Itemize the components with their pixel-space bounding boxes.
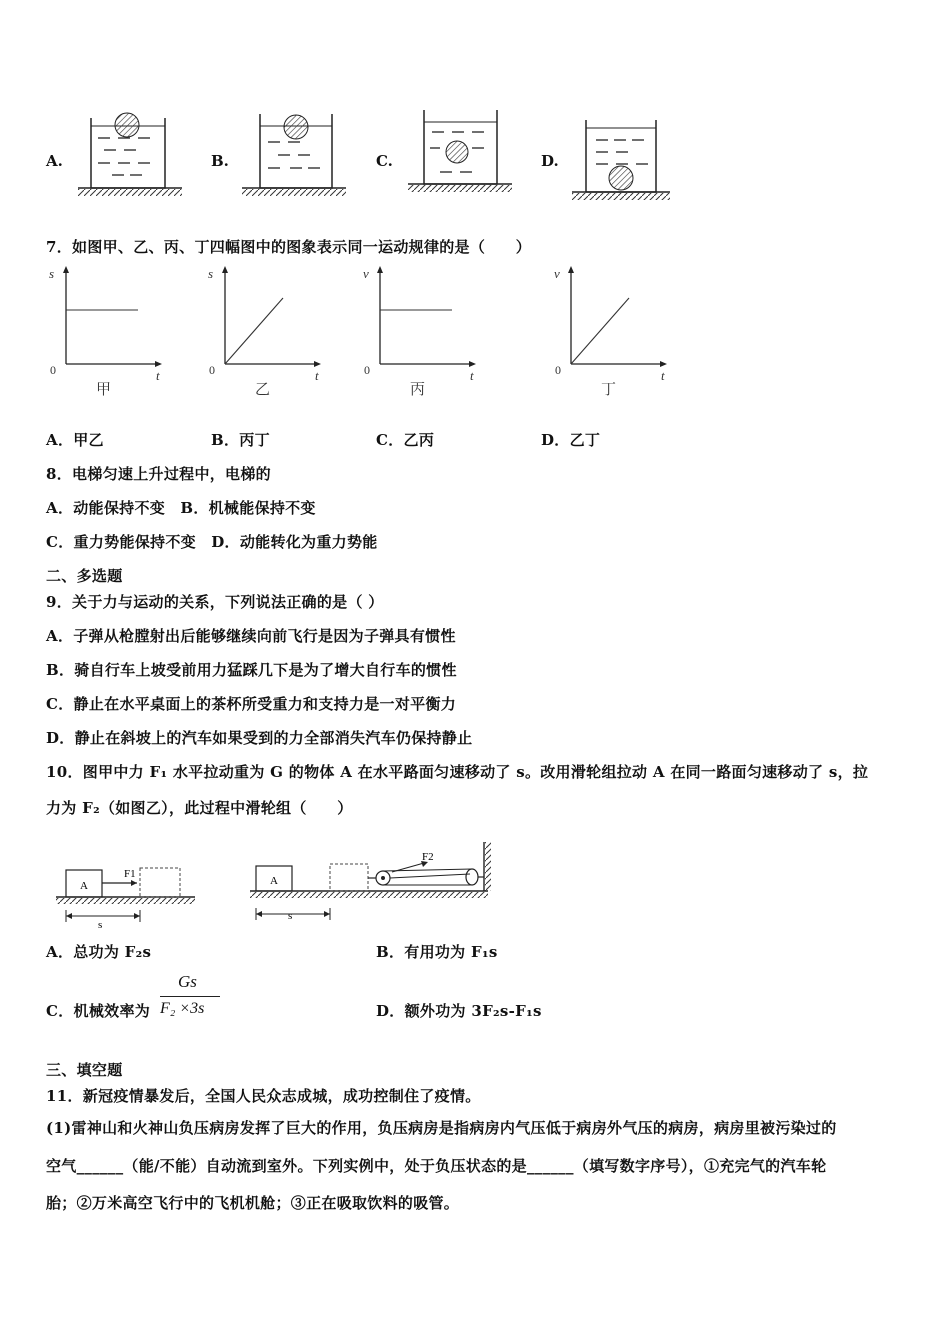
q10-block-a-dashed-1 <box>140 868 180 897</box>
q7-graph-3-caption: 丙 <box>410 382 426 398</box>
q7-option-a: A．甲乙 <box>46 431 104 449</box>
q6-option-c-label: C. <box>376 152 393 170</box>
q9-option-b: B．骑自行车上坡受前用力猛踩几下是为了增大自行车的惯性 <box>46 661 457 679</box>
q10-block-a-dashed-2 <box>330 864 368 891</box>
q6-beaker-d <box>572 120 670 200</box>
section-2-heading: 二、多选题 <box>46 567 123 585</box>
q6-option-a-label: A. <box>46 152 63 170</box>
q7-graph-3-origin: 0 <box>364 363 370 377</box>
q7-graph-1-caption: 甲 <box>96 382 112 398</box>
q6-figures <box>0 100 950 210</box>
q7-option-b: B．丙丁 <box>211 431 270 449</box>
q7-graph-4 <box>554 266 667 398</box>
q6-beaker-a <box>78 113 182 196</box>
q8-stem: 8．电梯匀速上升过程中，电梯的 <box>46 465 271 483</box>
q10-figure-jia <box>56 868 195 931</box>
q10-block-a-label-1: A <box>80 880 88 892</box>
q7-graph-4-caption: 丁 <box>601 382 617 398</box>
q7-graph-svg <box>0 262 950 402</box>
q10-option-d: D．额外功为 3F₂s-F₁s <box>376 1002 542 1020</box>
q7-graphs <box>0 262 950 402</box>
q10-f1-label: F1 <box>124 868 136 880</box>
q10-option-a: A．总功为 F₂s <box>46 943 152 961</box>
q10-s-label-2: s <box>288 910 293 922</box>
q7-graph-4-ylabel: v <box>554 266 560 281</box>
q10-option-b: B．有用功为 F₁s <box>376 943 498 961</box>
q11-para-line2: 空气______（能/不能）自动流到室外。下列实例中，处于负压状态的是______（填写数字序号），①充完气的汽车轮 <box>46 1157 827 1175</box>
q7-graph-4-xlabel: t <box>661 368 665 383</box>
q6-beaker-c <box>408 110 512 192</box>
q10-s-label-1: s <box>98 919 103 931</box>
q7-graph-4-origin: 0 <box>555 363 561 377</box>
q9-option-a: A．子弹从枪膛射出后能够继续向前飞行是因为子弹具有惯性 <box>46 627 456 645</box>
q9-stem: 9．关于力与运动的关系，下列说法正确的是（ ） <box>46 593 384 611</box>
q7-graph-2 <box>208 266 321 398</box>
q9-option-c: C．静止在水平桌面上的茶杯所受重力和支持力是一对平衡力 <box>46 695 457 713</box>
q7-stem: 7．如图甲、乙、丙、丁四幅图中的图象表示同一运动规律的是（ ） <box>46 238 532 256</box>
q7-graph-2-ylabel: s <box>208 266 214 281</box>
q10-fraction-bar <box>160 996 220 997</box>
q7-graph-2-origin: 0 <box>209 363 215 377</box>
q10-fraction-denominator: F₂ ×3s <box>160 1000 205 1017</box>
q7-graph-2-line <box>225 298 283 364</box>
q11-para-line1: (1)雷神山和火神山负压病房发挥了巨大的作用，负压病房是指病房内气压低于病房外气压的病房，病房里被污染过的 <box>46 1119 837 1137</box>
q7-graph-1-xlabel: t <box>156 368 160 383</box>
q10-block-a-label-2: A <box>270 875 278 887</box>
q8-options-row2: C．重力势能保持不变 D．动能转化为重力势能 <box>46 533 378 551</box>
q10-stem-line2: 力为 F₂（如图乙），此过程中滑轮组（ ） <box>46 799 353 817</box>
q7-graph-1-ylabel: s <box>49 266 55 281</box>
q9-option-d: D．静止在斜坡上的汽车如果受到的力全部消失汽车仍保持静止 <box>46 729 473 747</box>
q10-pulley-fixed <box>466 869 478 885</box>
q6-option-b-label: B. <box>211 152 229 170</box>
q7-graph-3-xlabel: t <box>470 368 474 383</box>
q10-f2-label: F2 <box>422 851 434 863</box>
q7-option-c: C．乙丙 <box>376 431 435 449</box>
q6-beaker-diagrams <box>0 100 950 210</box>
q10-fraction-numerator: Gs <box>178 972 197 991</box>
q8-options-row1: A．动能保持不变 B．机械能保持不变 <box>46 499 316 517</box>
q7-graph-3 <box>363 266 476 398</box>
q11-para-line3: 胎；②万米高空飞行中的飞机机舱；③正在吸取饮料的吸管。 <box>46 1194 460 1212</box>
q10-option-c-fraction <box>160 972 220 1022</box>
q10-figure-yi <box>250 842 491 922</box>
q6-beaker-b <box>242 114 346 196</box>
q7-graph-2-xlabel: t <box>315 368 319 383</box>
q11-stem: 11．新冠疫情暴发后，全国人民众志成城，成功控制住了疫情。 <box>46 1087 481 1105</box>
q10-stem-line1: 10．图甲中力 F₁ 水平拉动重为 G 的物体 A 在水平路面匀速移动了 s。改用滑轮组拉动 A 在同一路面匀速移动了 s，拉 <box>46 763 869 781</box>
q7-graph-3-ylabel: v <box>363 266 369 281</box>
q10-option-c: C．机械效率为 <box>46 1002 151 1020</box>
q7-graph-1-origin: 0 <box>50 363 56 377</box>
q7-graph-2-caption: 乙 <box>255 382 271 398</box>
q7-graph-4-line <box>571 298 629 364</box>
q10-figures <box>0 836 950 934</box>
q7-option-d: D．乙丁 <box>541 431 601 449</box>
q7-graph-1 <box>49 266 162 398</box>
q6-option-d-label: D. <box>541 152 559 170</box>
section-3-heading: 三、填空题 <box>46 1061 123 1079</box>
